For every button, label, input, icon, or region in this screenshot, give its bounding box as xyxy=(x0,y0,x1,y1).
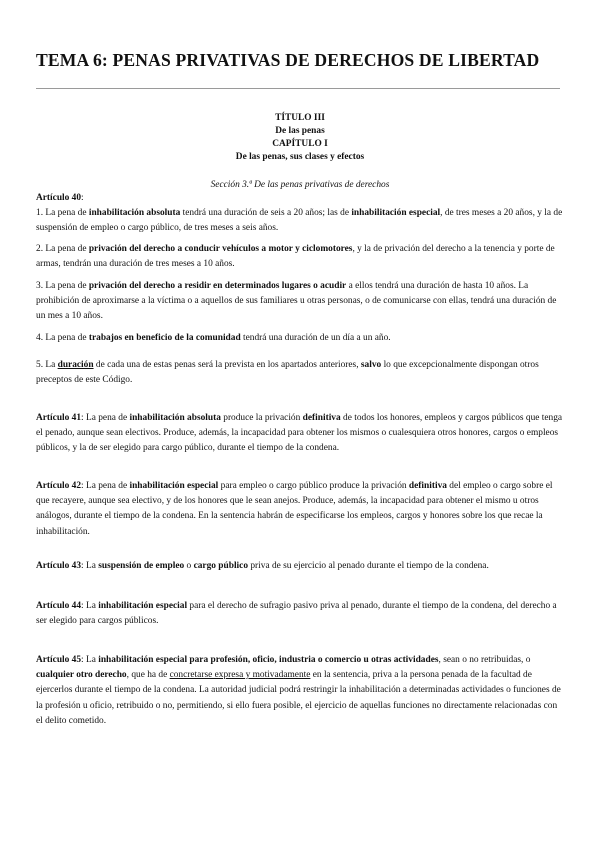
article-45-label: Artículo 45 xyxy=(36,655,82,665)
article-45: Artículo 45: La inhabilitación especial para profesión, oficio, industria o comercio u otras actividades, sean o no retribuidas, o cualquier otro derecho, que ha de concretarse expresa y motivadamente en la sentencia, priva a la persona penada de la facultad de ejercerlos durante el tiempo de la condena. La autoridad judicial podrá restringir la inhabilitación a determinadas actividades o funciones de la profesión u oficio, retribuido o no, permitiendo, si ello fuera posible, el ejercicio de aquellas funciones no directamente relacionadas con el delito cometido. xyxy=(36,655,561,726)
article-40-paragraph-5: 5. La duración de cada una de estas penas será la prevista en los apartados anteriores, salvo lo que excepcionalmente dispongan otros preceptos de este Código. xyxy=(36,360,539,386)
titulo-heading: TÍTULO III xyxy=(275,113,325,123)
article-44-label: Artículo 44 xyxy=(36,601,82,611)
article-43: Artículo 43: La suspensión de empleo o cargo público priva de su ejercicio al penado durante el tiempo de la condena. xyxy=(36,561,489,571)
document-title: TEMA 6: PENAS PRIVATIVAS DE DERECHOS DE LIBERTAD xyxy=(36,50,540,70)
article-40-paragraph-1: 1. La pena de inhabilitación absoluta tendrá una duración de seis a 20 años; las de inhabilitación especial, de tres meses a 20 años, y la de suspensión de empleo o cargo público, de tres meses a seis años. xyxy=(36,208,563,234)
article-41-label: Artículo 41 xyxy=(36,413,82,423)
article-40-colon: : xyxy=(81,193,84,203)
article-42-label: Artículo 42 xyxy=(36,481,82,491)
de-las-penas-heading: De las penas xyxy=(275,126,325,136)
section-heading: Sección 3.ª De las penas privativas de derechos xyxy=(210,180,390,190)
article-40-label: Artículo 40 xyxy=(36,193,82,203)
title-divider xyxy=(36,88,560,89)
article-43-label: Artículo 43 xyxy=(36,561,82,571)
article-40-paragraph-4: 4. La pena de trabajos en beneficio de la comunidad tendrá una duración de un día a un año. xyxy=(36,333,391,343)
underlined-phrase: concretarse expresa y motivadamente xyxy=(169,670,311,681)
article-40-paragraph-2: 2. La pena de privación del derecho a conducir vehículos a motor y ciclomotores, y la de privación del derecho a la tenencia y porte de armas, tendrán una duración de tres meses a 10 años. xyxy=(36,244,555,270)
article-44: Artículo 44: La inhabilitación especial para el derecho de sufragio pasivo priva al penado, durante el tiempo de la condena, del derecho a ser elegido para cargos públicos. xyxy=(36,601,557,627)
article-41: Artículo 41: La pena de inhabilitación absoluta produce la privación definitiva de todos los honores, empleos y cargos públicos que tenga el penado, aunque sean electivos. Produce, además, la incapacidad para obtener los mismos o cualesquiera otros honores, cargos o empleos públicos, y la de ser elegido para cargo público, durante el tiempo de la condena. xyxy=(36,413,563,454)
capitulo-heading: CAPÍTULO I xyxy=(272,139,328,149)
capitulo-subheading: De las penas, sus clases y efectos xyxy=(235,152,365,162)
article-42: Artículo 42: La pena de inhabilitación especial para empleo o cargo público produce la privación definitiva del empleo o cargo sobre el que recayere, aunque sea electivo, y de los honores que le sean anejos. Produce, además, la incapacidad para obtener el mismo u otros análogos, durante el tiempo de la condena. En la sentencia habrán de especificarse los empleos, cargos y honores sobre los que recae la inhabilitación. xyxy=(36,481,553,537)
article-40 xyxy=(36,191,564,237)
article-40-paragraph-3: 3. La pena de privación del derecho a residir en determinados lugares o acudir a ellos tendrá una duración de hasta 10 años. La prohibición de aproximarse a la víctima o a aquellos de sus familiares u otras personas, o de comunicarse con ellas, tendrá una duración de un mes a 10 años. xyxy=(36,281,557,322)
